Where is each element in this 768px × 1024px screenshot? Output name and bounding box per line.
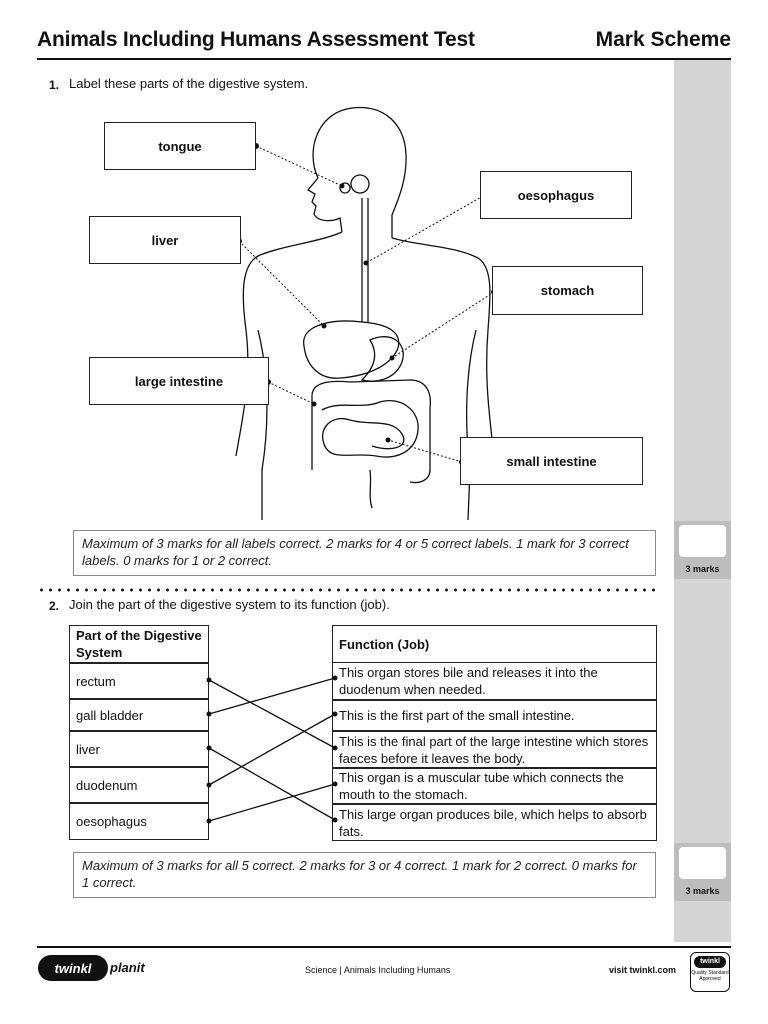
match-line-duodenum [209,714,335,785]
q1-text: Label these parts of the digestive system. [69,76,309,91]
footer-divider [37,946,731,948]
label-oesophagus[interactable]: oesophagus [480,171,632,219]
function-item[interactable]: This organ is a muscular tube which connects the mouth to the stomach. [332,768,657,804]
match-line-liver [209,748,335,820]
match-line-gall-bladder [209,678,335,714]
footer-subject: Science | Animals Including Humans [305,965,451,975]
part-rectum[interactable]: rectum [69,663,209,699]
q2-number: 2. [49,599,60,613]
q1-number: 1. [49,78,60,92]
match-line-oesophagus [209,784,335,821]
part-duodenum[interactable]: duodenum [69,767,209,803]
label-tongue[interactable]: tongue [104,122,256,170]
part-oesophagus[interactable]: oesophagus [69,803,209,840]
part-liver[interactable]: liver [69,731,209,767]
footer-link[interactable]: visit twinkl.com [609,965,677,975]
quality-badge [690,952,730,992]
page-title: Animals Including Humans Assessment Test [37,28,475,51]
q1-mark-note: Maximum of 3 marks for all labels correct. 2 marks for 4 or 5 correct labels. 1 mark for 3 correct labels. 0 marks for 1 or 2 correct. [73,530,656,576]
q2-marks-label: 3 marks [685,886,720,896]
q1-marks-label: 3 marks [685,564,720,574]
label-stomach[interactable]: stomach [492,266,643,315]
q2-text: Join the part of the digestive system to its function (job). [69,597,390,612]
function-item[interactable]: This large organ produces bile, which helps to absorb fats. [332,804,657,841]
match-line-rectum [209,680,335,748]
label-liver[interactable]: liver [89,216,241,264]
badge-text: Quality Standard Approved [691,970,729,982]
mark-scheme-heading: Mark Scheme [595,28,731,51]
badge-logo: twinkl [694,956,726,968]
parts-column-header: Part of the Digestive System [69,625,209,663]
twinkl-logo[interactable]: twinkl [38,955,108,981]
function-column-header: Function (Job) [332,625,657,663]
label-small-intestine[interactable]: small intestine [460,437,643,485]
q2-mark-note: Maximum of 3 marks for all 5 correct. 2 marks for 3 or 4 correct. 1 mark for 2 correct. 0 marks for 1 correct. [73,852,656,898]
function-item[interactable]: This is the first part of the small intestine. [332,700,657,731]
part-gall-bladder[interactable]: gall bladder [69,699,209,731]
label-large-intestine[interactable]: large intestine [89,357,269,405]
function-item[interactable]: This is the final part of the large intestine which stores faeces before it leaves the body. [332,731,657,768]
planit-logo: planit [110,960,145,975]
function-item[interactable]: This organ stores bile and releases it into the duodenum when needed. [332,662,657,700]
